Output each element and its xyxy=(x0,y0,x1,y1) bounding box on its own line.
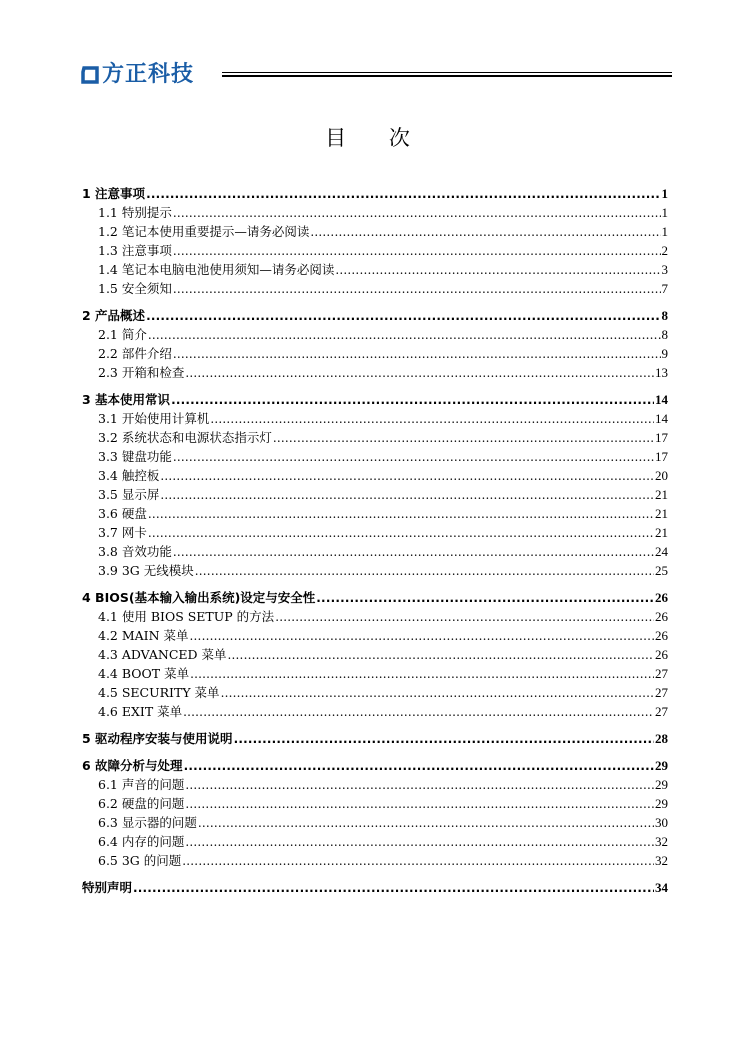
toc-entry-label: 3.4 触控板 xyxy=(98,468,160,483)
toc-entry-label: 4.2 MAIN 菜单 xyxy=(98,628,189,643)
toc-chapter-entry[interactable] xyxy=(82,306,668,325)
toc-leader-dots xyxy=(234,731,654,746)
toc-entry-label: 5 驱动程序安装与使用说明 xyxy=(82,731,233,746)
toc-entry-label: 6.4 内存的问题 xyxy=(98,834,185,849)
toc-entry-label: 3.3 键盘功能 xyxy=(98,449,172,464)
toc-entry-label: 4.4 BOOT 菜单 xyxy=(98,666,190,681)
toc-entry-label: 6 故障分析与处理 xyxy=(82,758,183,773)
toc-page-number: 1 xyxy=(661,224,668,239)
toc-leader-dots xyxy=(133,880,654,895)
toc-page-number: 14 xyxy=(655,411,668,426)
toc-leader-dots xyxy=(185,777,654,792)
toc-page-number: 17 xyxy=(655,449,668,464)
toc-entry-label: 4.6 EXIT 菜单 xyxy=(98,704,183,719)
toc-section-entry[interactable] xyxy=(82,260,668,279)
toc-leader-dots xyxy=(198,815,654,830)
table-of-contents xyxy=(82,184,668,897)
toc-page-number: 21 xyxy=(655,506,668,521)
toc-leader-dots xyxy=(273,430,654,445)
toc-section-entry[interactable] xyxy=(82,851,668,870)
toc-entry-label: 1.2 笔记本使用重要提示—请务必阅读 xyxy=(98,224,310,239)
toc-leader-dots xyxy=(173,449,654,464)
toc-section-entry[interactable] xyxy=(82,607,668,626)
toc-entry-label: 2.3 开箱和检查 xyxy=(98,365,185,380)
toc-page-number: 26 xyxy=(655,628,668,643)
toc-leader-dots xyxy=(275,609,654,624)
toc-leader-dots xyxy=(221,685,654,700)
toc-section-entry[interactable] xyxy=(82,702,668,721)
toc-entry-label: 3.6 硬盘 xyxy=(98,506,147,521)
toc-entry-label: 2 产品概述 xyxy=(82,308,146,323)
toc-leader-dots xyxy=(160,487,654,502)
toc-leader-dots xyxy=(310,224,660,239)
toc-section-entry[interactable] xyxy=(82,626,668,645)
toc-chapter-entry[interactable] xyxy=(82,756,668,775)
header-rule-thin xyxy=(222,72,672,73)
toc-leader-dots xyxy=(173,346,661,361)
toc-entry-label: 3.2 系统状态和电源状态指示灯 xyxy=(98,430,272,445)
toc-page-number: 9 xyxy=(661,346,668,361)
toc-chapter-entry[interactable] xyxy=(82,390,668,409)
toc-leader-dots xyxy=(185,834,654,849)
toc-entry-label: 3.1 开始使用计算机 xyxy=(98,411,210,426)
toc-page-number: 24 xyxy=(655,544,668,559)
toc-gap xyxy=(82,748,668,756)
toc-leader-dots xyxy=(160,468,654,483)
toc-gap xyxy=(82,580,668,588)
toc-page-number: 26 xyxy=(655,609,668,624)
toc-leader-dots xyxy=(148,506,654,521)
toc-chapter-entry[interactable] xyxy=(82,878,668,897)
toc-page-number: 20 xyxy=(655,468,668,483)
toc-section-entry[interactable] xyxy=(82,542,668,561)
toc-entry-label: 3.9 3G 无线模块 xyxy=(98,563,194,578)
toc-entry-label: 6.2 硬盘的问题 xyxy=(98,796,185,811)
toc-leader-dots xyxy=(148,327,661,342)
toc-entry-label: 2.2 部件介绍 xyxy=(98,346,172,361)
toc-leader-dots xyxy=(171,392,654,407)
toc-page-number: 26 xyxy=(655,647,668,662)
toc-page-number: 27 xyxy=(655,666,668,681)
toc-leader-dots xyxy=(182,853,654,868)
page-title: 目 次 xyxy=(325,126,428,150)
toc-gap xyxy=(82,721,668,729)
toc-section-entry[interactable] xyxy=(82,363,668,382)
toc-leader-dots xyxy=(146,186,660,201)
toc-page-number: 7 xyxy=(661,281,668,296)
toc-section-entry[interactable] xyxy=(82,466,668,485)
toc-entry-label: 2.1 简介 xyxy=(98,327,147,342)
toc-page-number: 1 xyxy=(661,205,668,220)
toc-leader-dots xyxy=(210,411,654,426)
toc-leader-dots xyxy=(184,758,654,773)
toc-section-entry[interactable] xyxy=(82,794,668,813)
toc-section-entry[interactable] xyxy=(82,447,668,466)
toc-section-entry[interactable] xyxy=(82,645,668,664)
toc-page-number: 29 xyxy=(655,796,668,811)
toc-page-number: 17 xyxy=(655,430,668,445)
toc-leader-dots xyxy=(173,544,654,559)
toc-section-entry[interactable] xyxy=(82,832,668,851)
toc-entry-label: 4.3 ADVANCED 菜单 xyxy=(98,647,227,662)
toc-leader-dots xyxy=(146,308,660,323)
toc-leader-dots xyxy=(173,243,661,258)
toc-section-entry[interactable] xyxy=(82,561,668,580)
toc-page-number: 13 xyxy=(655,365,668,380)
toc-leader-dots xyxy=(148,525,654,540)
toc-page-number: 8 xyxy=(661,308,668,323)
toc-page-number: 14 xyxy=(655,392,668,407)
toc-entry-label: 1.4 笔记本电脑电池使用须知—请务必阅读 xyxy=(98,262,335,277)
toc-page-number: 27 xyxy=(655,704,668,719)
toc-leader-dots xyxy=(173,281,661,296)
toc-leader-dots xyxy=(183,704,654,719)
toc-leader-dots xyxy=(185,365,654,380)
toc-page-number: 8 xyxy=(661,327,668,342)
toc-page-number: 1 xyxy=(661,186,668,201)
toc-leader-dots xyxy=(190,666,654,681)
toc-section-entry[interactable] xyxy=(82,664,668,683)
toc-leader-dots xyxy=(195,563,654,578)
toc-entry-label: 4.5 SECURITY 菜单 xyxy=(98,685,220,700)
toc-page-number: 2 xyxy=(661,243,668,258)
toc-section-entry[interactable] xyxy=(82,325,668,344)
toc-section-entry[interactable] xyxy=(82,523,668,542)
toc-page-number: 29 xyxy=(655,777,668,792)
toc-page-number: 27 xyxy=(655,685,668,700)
toc-section-entry[interactable] xyxy=(82,279,668,298)
toc-entry-label: 6.3 显示器的问题 xyxy=(98,815,197,830)
header-rule-thick xyxy=(222,75,672,77)
toc-page-number: 28 xyxy=(655,731,668,746)
toc-entry-label: 3 基本使用常识 xyxy=(82,392,171,407)
toc-section-entry[interactable] xyxy=(82,203,668,222)
toc-section-entry[interactable] xyxy=(82,428,668,447)
toc-entry-label: 1 注意事项 xyxy=(82,186,146,201)
founder-logo-icon xyxy=(80,65,100,85)
toc-chapter-entry[interactable] xyxy=(82,184,668,203)
toc-section-entry[interactable] xyxy=(82,813,668,832)
toc-leader-dots xyxy=(228,647,654,662)
founder-logo xyxy=(80,60,194,90)
toc-section-entry[interactable] xyxy=(82,775,668,794)
toc-chapter-entry[interactable] xyxy=(82,588,668,607)
toc-leader-dots xyxy=(185,796,654,811)
toc-entry-label: 4.1 使用 BIOS SETUP 的方法 xyxy=(98,609,275,624)
toc-entry-label: 3.5 显示屏 xyxy=(98,487,160,502)
toc-entry-label: 1.3 注意事项 xyxy=(98,243,172,258)
toc-section-entry[interactable] xyxy=(82,485,668,504)
toc-page-number: 26 xyxy=(655,590,668,605)
toc-page-number: 29 xyxy=(655,758,668,773)
toc-page-number: 25 xyxy=(655,563,668,578)
toc-section-entry[interactable] xyxy=(82,344,668,363)
toc-page-number: 34 xyxy=(655,880,668,895)
toc-gap xyxy=(82,298,668,306)
toc-section-entry[interactable] xyxy=(82,222,668,241)
toc-entry-label: 6.5 3G 的问题 xyxy=(98,853,182,868)
toc-page-number: 21 xyxy=(655,525,668,540)
toc-section-entry[interactable] xyxy=(82,409,668,428)
toc-leader-dots xyxy=(335,262,660,277)
toc-page-number: 3 xyxy=(661,262,668,277)
toc-entry-label: 1.1 特别提示 xyxy=(98,205,172,220)
toc-entry-label: 4 BIOS(基本输入输出系统)设定与安全性 xyxy=(82,590,316,605)
logo-text: 方正科技 xyxy=(102,62,195,87)
toc-leader-dots xyxy=(173,205,661,220)
toc-section-entry[interactable] xyxy=(82,504,668,523)
toc-gap xyxy=(82,382,668,390)
toc-section-entry[interactable] xyxy=(82,241,668,260)
toc-leader-dots xyxy=(190,628,654,643)
toc-entry-label: 3.8 音效功能 xyxy=(98,544,172,559)
toc-gap xyxy=(82,870,668,878)
page-header xyxy=(80,60,672,90)
toc-section-entry[interactable] xyxy=(82,683,668,702)
toc-entry-label: 1.5 安全须知 xyxy=(98,281,172,296)
toc-chapter-entry[interactable] xyxy=(82,729,668,748)
toc-page-number: 30 xyxy=(655,815,668,830)
toc-page-number: 21 xyxy=(655,487,668,502)
toc-page-number: 32 xyxy=(655,853,668,868)
toc-entry-label: 6.1 声音的问题 xyxy=(98,777,185,792)
toc-entry-label: 3.7 网卡 xyxy=(98,525,147,540)
toc-entry-label: 特别声明 xyxy=(82,880,133,895)
toc-leader-dots xyxy=(316,590,654,605)
toc-page-number: 32 xyxy=(655,834,668,849)
